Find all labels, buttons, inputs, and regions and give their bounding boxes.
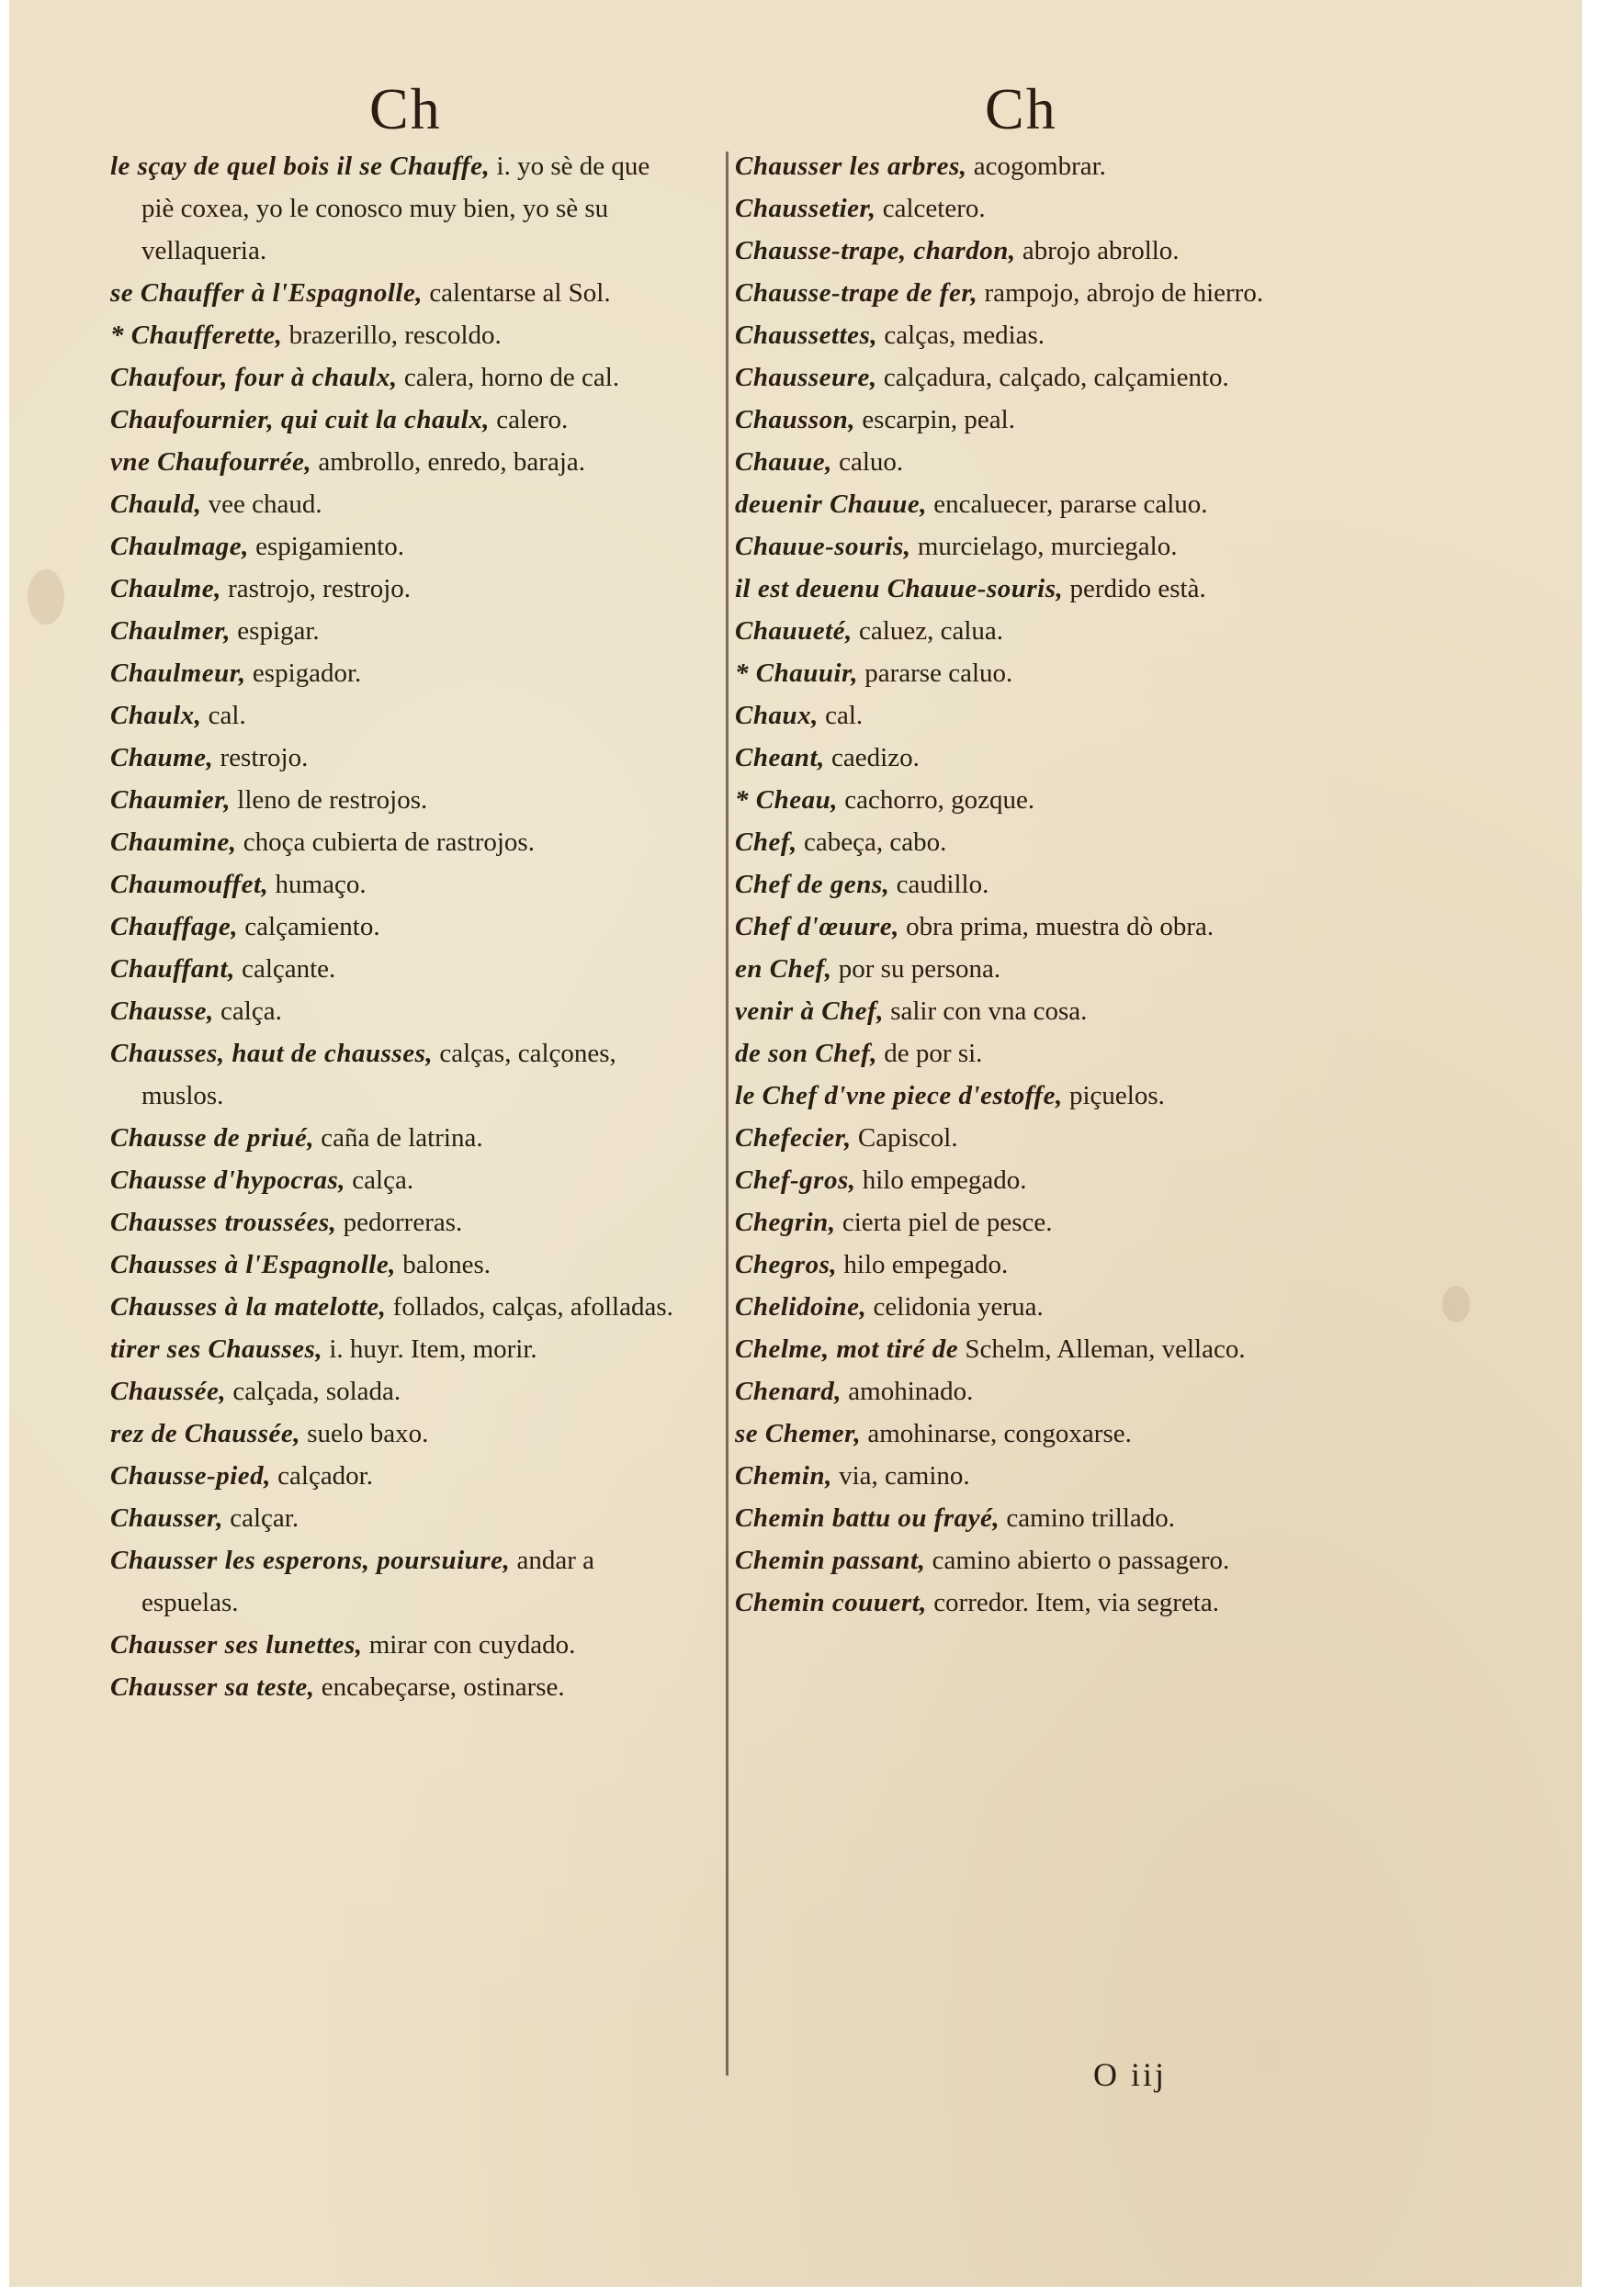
- entry-definition: brazerillo, rescoldo.: [282, 321, 502, 350]
- entry-definition: espigador.: [245, 658, 362, 688]
- entry-definition: balones.: [395, 1250, 491, 1279]
- entry-headword: rez de Chaussée,: [110, 1419, 300, 1448]
- entry-definition: cal.: [201, 701, 246, 730]
- entry-headword: Chausse-trape, chardon,: [735, 236, 1016, 265]
- entry-headword: Chausser,: [110, 1503, 223, 1533]
- entry-headword: Chaulmeur,: [110, 658, 246, 688]
- entry-headword: * Chaufferette,: [110, 321, 283, 350]
- dictionary-entry: [110, 1244, 680, 1286]
- dictionary-entry: [735, 525, 1323, 568]
- entry-headword: * Chauuir,: [735, 658, 858, 688]
- dictionary-entry: [110, 1539, 680, 1624]
- dictionary-entry: [735, 1412, 1323, 1455]
- entry-definition: andar a espuelas.: [141, 1546, 594, 1617]
- dictionary-entry: [110, 1032, 680, 1117]
- entry-headword: Chelme, mot tiré de: [735, 1334, 959, 1364]
- entry-definition: espigar.: [231, 616, 320, 646]
- entry-definition: calça.: [345, 1165, 414, 1195]
- entry-definition: pararse caluo.: [857, 658, 1013, 688]
- entry-headword: Chauffage,: [110, 912, 239, 941]
- dictionary-entry: [735, 1117, 1323, 1159]
- entry-definition: suelo baxo.: [299, 1419, 429, 1448]
- dictionary-entry: [735, 948, 1323, 990]
- entry-definition: hilo empegado.: [855, 1165, 1027, 1195]
- dictionary-entry: [110, 399, 680, 441]
- dictionary-entry: [735, 230, 1323, 272]
- left-column-header: Ch: [369, 76, 442, 141]
- entry-headword: Chaux,: [735, 701, 819, 730]
- dictionary-entry: [735, 1032, 1323, 1075]
- entry-headword: Chauueté,: [735, 616, 853, 646]
- entry-definition: celidonia yerua.: [866, 1292, 1044, 1322]
- dictionary-entry: [735, 399, 1323, 441]
- entry-definition: calças, calçones, muslos.: [141, 1039, 616, 1110]
- entry-headword: Chaulx,: [110, 701, 202, 730]
- entry-headword: Chauffant,: [110, 954, 235, 984]
- entry-headword: tirer ses Chausses,: [110, 1334, 323, 1364]
- entry-headword: Chauue,: [735, 447, 832, 477]
- entry-headword: vne Chaufourrée,: [110, 447, 312, 477]
- entry-headword: Chaufour, four à chaulx,: [110, 363, 398, 392]
- entry-headword: de son Chef,: [735, 1039, 878, 1068]
- book-page: [9, 0, 1582, 2287]
- entry-definition: amohinado.: [842, 1377, 974, 1406]
- entry-definition: corredor. Item, via segreta.: [926, 1588, 1219, 1617]
- entry-headword: Chaumine,: [110, 827, 237, 857]
- dictionary-entry: [110, 145, 680, 272]
- entry-definition: choça cubierta de rastrojos.: [236, 827, 535, 857]
- dictionary-entry: [110, 356, 680, 399]
- dictionary-entry: [110, 1286, 680, 1328]
- entry-definition: espigamiento.: [248, 532, 404, 561]
- dictionary-entry: [110, 1201, 680, 1244]
- dictionary-entry: [735, 314, 1323, 356]
- entry-definition: caudillo.: [889, 870, 989, 899]
- entry-definition: encaluecer, pararse caluo.: [926, 490, 1208, 519]
- entry-definition: calcetero.: [875, 194, 986, 223]
- entry-definition: cierta piel de pesce.: [835, 1208, 1053, 1237]
- dictionary-entry: [735, 1075, 1323, 1117]
- entry-headword: Chausse de priué,: [110, 1123, 315, 1153]
- entry-headword: Chauue-souris,: [735, 532, 911, 561]
- entry-definition: acogombrar.: [966, 152, 1106, 181]
- dictionary-entry: [110, 990, 680, 1032]
- dictionary-entry: [110, 906, 680, 948]
- entry-definition: via, camino.: [831, 1461, 970, 1491]
- dictionary-entry: [735, 1581, 1323, 1624]
- entry-headword: Chaume,: [110, 743, 214, 772]
- entry-headword: Chemin battu ou frayé,: [735, 1503, 1000, 1533]
- dictionary-entry: [110, 652, 680, 694]
- dictionary-entry: [110, 737, 680, 779]
- entry-definition: camino trillado.: [1000, 1503, 1176, 1533]
- entry-definition: escarpin, peal.: [855, 405, 1015, 434]
- signature-mark: O iij: [1093, 2056, 1168, 2093]
- dictionary-entry: [110, 441, 680, 483]
- dictionary-entry: [735, 863, 1323, 906]
- dictionary-entry: [735, 1286, 1323, 1328]
- entry-headword: Chausses troussées,: [110, 1208, 337, 1237]
- entry-definition: pedorreras.: [336, 1208, 463, 1237]
- dictionary-entry: [110, 863, 680, 906]
- entry-definition: vee chaud.: [201, 490, 322, 519]
- entry-definition: calça.: [213, 996, 282, 1026]
- entry-definition: murcielago, murciegalo.: [910, 532, 1178, 561]
- entry-headword: Chaumier,: [110, 785, 232, 815]
- dictionary-entry: [735, 1328, 1323, 1370]
- entry-definition: humaço.: [268, 870, 367, 899]
- entry-definition: calero.: [489, 405, 569, 434]
- entry-definition: Schelm, Alleman, vellaco.: [958, 1334, 1246, 1364]
- right-column: [735, 145, 1323, 1624]
- dictionary-entry: [735, 779, 1323, 821]
- entry-headword: Chausses à l'Espagnolle,: [110, 1250, 396, 1279]
- dictionary-entry: [735, 990, 1323, 1032]
- entry-headword: Chef d'œuure,: [735, 912, 899, 941]
- entry-headword: Chausser sa teste,: [110, 1672, 315, 1702]
- dictionary-entry: [110, 1159, 680, 1201]
- entry-definition: restrojo.: [213, 743, 309, 772]
- entry-headword: Chaussée,: [110, 1377, 227, 1406]
- entry-definition: follados, calças, afolladas.: [386, 1292, 673, 1322]
- entry-definition: calera, horno de cal.: [397, 363, 620, 392]
- right-column-header: Ch: [985, 76, 1057, 141]
- dictionary-entry: [110, 694, 680, 737]
- entry-definition: cal.: [818, 701, 864, 730]
- dictionary-entry: [735, 821, 1323, 863]
- entry-headword: Chemin couuert,: [735, 1588, 927, 1617]
- entry-headword: Chefecier,: [735, 1123, 852, 1153]
- entry-headword: Chauld,: [110, 490, 202, 519]
- entry-headword: Cheant,: [735, 743, 825, 772]
- entry-headword: en Chef,: [735, 954, 832, 984]
- entry-definition: rampojo, abrojo de hierro.: [977, 278, 1264, 308]
- entry-definition: mirar con cuydado.: [362, 1630, 576, 1660]
- entry-definition: obra prima, muestra dò obra.: [898, 912, 1214, 941]
- entry-headword: Chausses, haut de chausses,: [110, 1039, 434, 1068]
- entry-definition: amohinarse, congoxarse.: [861, 1419, 1132, 1448]
- entry-headword: Chegrin,: [735, 1208, 836, 1237]
- dictionary-entry: [110, 1455, 680, 1497]
- entry-headword: il est deuenu Chauue-souris,: [735, 574, 1064, 603]
- entry-headword: Chemin,: [735, 1461, 832, 1491]
- dictionary-entry: [110, 1497, 680, 1539]
- entry-definition: camino abierto o passagero.: [925, 1546, 1230, 1575]
- entry-definition: de por si.: [877, 1039, 983, 1068]
- entry-definition: caluez, calua.: [852, 616, 1003, 646]
- entry-headword: Chaumouffet,: [110, 870, 269, 899]
- left-column: [110, 145, 680, 1708]
- entry-headword: Chaulmage,: [110, 532, 249, 561]
- dictionary-entry: [110, 272, 680, 314]
- entry-definition: calças, medias.: [877, 321, 1045, 350]
- entry-definition: salir con vna cosa.: [883, 996, 1088, 1026]
- dictionary-entry: [110, 1624, 680, 1666]
- entry-definition: lleno de restrojos.: [231, 785, 428, 815]
- entry-definition: Capiscol.: [851, 1123, 958, 1153]
- dictionary-entry: [110, 1328, 680, 1370]
- entry-definition: calçadura, calçado, calçamiento.: [876, 363, 1229, 392]
- entry-definition: por su persona.: [831, 954, 1001, 984]
- entry-definition: calçamiento.: [238, 912, 380, 941]
- entry-definition: ambrollo, enredo, baraja.: [311, 447, 586, 477]
- dictionary-entry: [110, 948, 680, 990]
- entry-headword: Chausses à la matelotte,: [110, 1292, 387, 1322]
- dictionary-entry: [735, 1497, 1323, 1539]
- entry-headword: venir à Chef,: [735, 996, 884, 1026]
- dictionary-entry: [110, 1370, 680, 1412]
- dictionary-entry: [735, 1539, 1323, 1581]
- entry-headword: Chausse-pied,: [110, 1461, 271, 1491]
- entry-headword: le Chef d'vne piece d'estoffe,: [735, 1081, 1063, 1110]
- dictionary-entry: [110, 1666, 680, 1708]
- entry-headword: Chausser ses lunettes,: [110, 1630, 363, 1660]
- dictionary-entry: [735, 610, 1323, 652]
- entry-headword: Chausson,: [735, 405, 856, 434]
- dictionary-entry: [110, 779, 680, 821]
- dictionary-entry: [110, 1412, 680, 1455]
- entry-headword: Chausser les arbres,: [735, 152, 967, 181]
- entry-definition: calçador.: [270, 1461, 373, 1491]
- entry-definition: calentarse al Sol.: [423, 278, 611, 308]
- entry-definition: caedizo.: [824, 743, 920, 772]
- entry-headword: Chef,: [735, 827, 797, 857]
- dictionary-entry: [735, 694, 1323, 737]
- entry-headword: Chausser les esperons, poursuiure,: [110, 1546, 511, 1575]
- entry-definition: piçuelos.: [1062, 1081, 1165, 1110]
- entry-headword: Chemin passant,: [735, 1546, 926, 1575]
- dictionary-entry: [735, 1244, 1323, 1286]
- entry-headword: Chaussettes,: [735, 321, 878, 350]
- entry-headword: le sçay de quel bois il se Chauffe,: [110, 152, 491, 181]
- dictionary-entry: [735, 906, 1323, 948]
- dictionary-entry: [110, 821, 680, 863]
- dictionary-entry: [110, 525, 680, 568]
- dictionary-entry: [735, 145, 1323, 187]
- dictionary-entry: [735, 272, 1323, 314]
- entry-definition: rastrojo, restrojo.: [220, 574, 412, 603]
- entry-headword: Chausse,: [110, 996, 214, 1026]
- entry-headword: Chef-gros,: [735, 1165, 856, 1195]
- column-divider: [726, 152, 729, 2076]
- entry-definition: calçante.: [234, 954, 336, 984]
- dictionary-entry: [110, 568, 680, 610]
- dictionary-entry: [735, 356, 1323, 399]
- entry-definition: encabeçarse, ostinarse.: [314, 1672, 565, 1702]
- entry-definition: calçada, solada.: [226, 1377, 401, 1406]
- entry-definition: caña de latrina.: [314, 1123, 483, 1153]
- entry-headword: se Chauffer à l'Espagnolle,: [110, 278, 424, 308]
- entry-definition: caluo.: [831, 447, 904, 477]
- entry-headword: Chef de gens,: [735, 870, 890, 899]
- dictionary-entry: [735, 737, 1323, 779]
- dictionary-entry: [735, 1455, 1323, 1497]
- dictionary-entry: [735, 441, 1323, 483]
- dictionary-entry: [735, 1201, 1323, 1244]
- dictionary-entry: [735, 1159, 1323, 1201]
- dictionary-entry: [110, 314, 680, 356]
- entry-definition: i. huyr. Item, morir.: [322, 1334, 537, 1364]
- entry-definition: abrojo abrollo.: [1015, 236, 1180, 265]
- entry-headword: Chausseure,: [735, 363, 877, 392]
- entry-headword: Chelidoine,: [735, 1292, 867, 1322]
- dictionary-entry: [735, 568, 1323, 610]
- dictionary-entry: [110, 610, 680, 652]
- entry-headword: Chaufournier, qui cuit la chaulx,: [110, 405, 490, 434]
- entry-headword: Chaulmer,: [110, 616, 232, 646]
- entry-headword: se Chemer,: [735, 1419, 862, 1448]
- entry-definition: calçar.: [222, 1503, 299, 1533]
- dictionary-entry: [110, 1117, 680, 1159]
- dictionary-entry: [735, 652, 1323, 694]
- entry-headword: Chausse d'hypocras,: [110, 1165, 346, 1195]
- entry-headword: deuenir Chauue,: [735, 490, 927, 519]
- entry-definition: i. yo sè de que piè coxea, yo le conosco muy bien, yo sè su vellaqueria.: [141, 152, 650, 265]
- dictionary-entry: [735, 483, 1323, 525]
- entry-headword: * Cheau,: [735, 785, 838, 815]
- dictionary-entry: [110, 483, 680, 525]
- entry-definition: cachorro, gozque.: [837, 785, 1035, 815]
- entry-definition: perdido està.: [1063, 574, 1206, 603]
- entry-headword: Chaulme,: [110, 574, 221, 603]
- dictionary-entry: [735, 187, 1323, 230]
- entry-headword: Chegros,: [735, 1250, 838, 1279]
- dictionary-entry: [735, 1370, 1323, 1412]
- entry-headword: Chausse-trape de fer,: [735, 278, 978, 308]
- entry-definition: cabeça, cabo.: [796, 827, 947, 857]
- entry-headword: Chenard,: [735, 1377, 842, 1406]
- entry-headword: Chaussetier,: [735, 194, 876, 223]
- entry-definition: hilo empegado.: [837, 1250, 1009, 1279]
